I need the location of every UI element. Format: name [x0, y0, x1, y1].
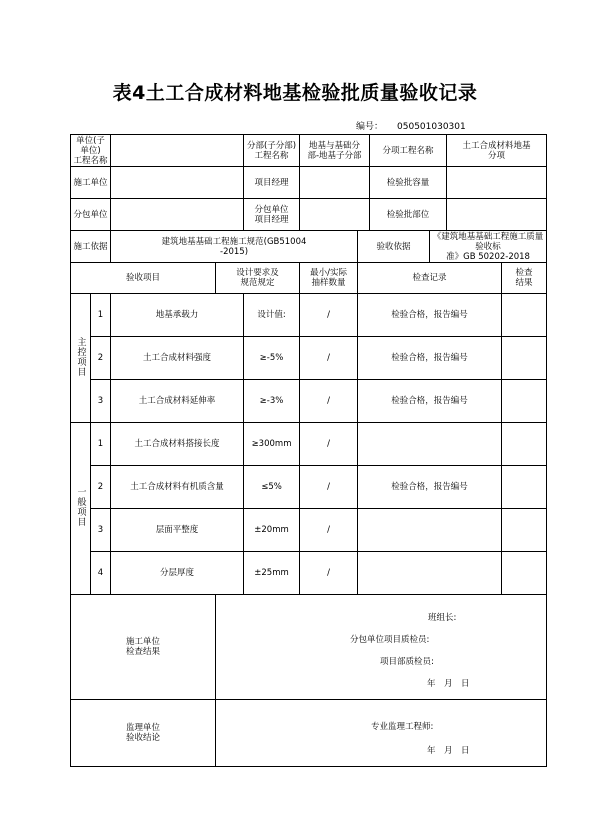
table-row: [71, 380, 547, 423]
row-design: 设计值:: [244, 294, 300, 337]
row-record[interactable]: 检验合格，报告编号: [358, 380, 502, 423]
table-row: [71, 423, 547, 466]
row-no: 4: [91, 552, 111, 595]
row-sample[interactable]: /: [300, 423, 358, 466]
construction-check-label: 施工单位 检查结果: [71, 595, 216, 700]
capacity-value[interactable]: [447, 167, 547, 199]
supervision-engineer-label: 专业监理工程师:: [371, 722, 434, 732]
row-no: 2: [91, 466, 111, 509]
table-row: [71, 337, 547, 380]
row-name: 土工合成材料强度: [111, 337, 244, 380]
item-name-value[interactable]: 土工合成材料地基 分项: [447, 135, 547, 167]
row-design: ±25mm: [244, 552, 300, 595]
row-record[interactable]: [358, 552, 502, 595]
row-design: ≥-3%: [244, 380, 300, 423]
capacity-label: 检验批容量: [370, 167, 447, 199]
header-row-basis: [71, 231, 547, 263]
subcontractor-value[interactable]: [111, 199, 244, 231]
row-design: ≥-5%: [244, 337, 300, 380]
table-row: [71, 466, 547, 509]
location-label: 检验批部位: [370, 199, 447, 231]
construction-check-row: [71, 595, 547, 700]
team-leader-label: 班组长:: [428, 613, 457, 623]
table-row: [71, 552, 547, 595]
sub-inspector-label: 分包单位项目质检员:: [350, 635, 430, 645]
location-value[interactable]: [447, 199, 547, 231]
supervision-date: 年 月 日: [427, 746, 470, 756]
subunit-value[interactable]: 地基与基础分 部-地基子分部: [300, 135, 370, 167]
basis-value: 建筑地基基础工程施工规范(GB51004 -2015): [111, 231, 358, 263]
unit-label: 单位(子单位) 工程名称: [71, 135, 111, 167]
table-row: [71, 509, 547, 552]
row-design: ≤5%: [244, 466, 300, 509]
row-result[interactable]: [502, 509, 547, 552]
row-record[interactable]: 检验合格，报告编号: [358, 294, 502, 337]
row-sample[interactable]: /: [300, 509, 358, 552]
basis-label: 施工依据: [71, 231, 111, 263]
pm-value[interactable]: [300, 167, 370, 199]
col-item: 验收项目: [71, 263, 216, 294]
row-result[interactable]: [502, 423, 547, 466]
row-name: 层面平整度: [111, 509, 244, 552]
row-sample[interactable]: /: [300, 552, 358, 595]
sub-pm-value[interactable]: [300, 199, 370, 231]
general-group-label: 一般项目: [71, 423, 91, 595]
row-record[interactable]: 检验合格，报告编号: [358, 337, 502, 380]
contractor-label: 施工单位: [71, 167, 111, 199]
row-result[interactable]: [502, 294, 547, 337]
row-name: 土工合成材料搭接长度: [111, 423, 244, 466]
supervision-label: 监理单位 验收结论: [71, 700, 216, 767]
header-row-unit: [71, 135, 547, 167]
header-row-contractor: [71, 167, 547, 199]
table-row: [71, 294, 547, 337]
row-record[interactable]: [358, 509, 502, 552]
item-name-label: 分项工程名称: [370, 135, 447, 167]
row-name: 土工合成材料有机质含量: [111, 466, 244, 509]
row-design: ±20mm: [244, 509, 300, 552]
row-name: 分层厚度: [111, 552, 244, 595]
column-header-row: [71, 263, 547, 294]
page-title: 表4土工合成材料地基检验批质量验收记录: [112, 82, 478, 104]
row-name: 土工合成材料延伸率: [111, 380, 244, 423]
subunit-label: 分部(子分部) 工程名称: [244, 135, 300, 167]
row-no: 3: [91, 509, 111, 552]
row-no: 3: [91, 380, 111, 423]
col-sample: 最小/实际 抽样数量: [300, 263, 358, 294]
row-result[interactable]: [502, 552, 547, 595]
row-no: 1: [91, 294, 111, 337]
row-sample[interactable]: /: [300, 337, 358, 380]
accept-basis-label: 验收依据: [358, 231, 430, 263]
serial-value: 050501030301: [397, 122, 466, 132]
row-no: 2: [91, 337, 111, 380]
row-result[interactable]: [502, 380, 547, 423]
row-no: 1: [91, 423, 111, 466]
header-row-subcontractor: [71, 199, 547, 231]
inspection-record-table: [70, 134, 547, 767]
sub-pm-label: 分包单位 项目经理: [244, 199, 300, 231]
serial-label: 编号：: [356, 122, 384, 132]
supervision-area[interactable]: [216, 700, 547, 767]
row-design: ≥300mm: [244, 423, 300, 466]
row-result[interactable]: [502, 466, 547, 509]
row-sample[interactable]: /: [300, 466, 358, 509]
pm-label: 项目经理: [244, 167, 300, 199]
col-result: 检查 结果: [502, 263, 547, 294]
row-record[interactable]: 检验合格，报告编号: [358, 466, 502, 509]
row-record[interactable]: [358, 423, 502, 466]
col-record: 检查记录: [358, 263, 502, 294]
row-result[interactable]: [502, 337, 547, 380]
row-sample[interactable]: /: [300, 294, 358, 337]
serial-number: [356, 119, 466, 132]
subcontractor-label: 分包单位: [71, 199, 111, 231]
construction-check-area[interactable]: [216, 595, 547, 700]
inspector-label: 项目部质检员:: [380, 657, 434, 667]
row-name: 地基承载力: [111, 294, 244, 337]
unit-value[interactable]: [111, 135, 244, 167]
row-sample[interactable]: /: [300, 380, 358, 423]
contractor-value[interactable]: [111, 167, 244, 199]
supervision-row: [71, 700, 547, 767]
col-design: 设计要求及 规范规定: [216, 263, 300, 294]
accept-basis-value: 《建筑地基基础工程施工质量验收标 准》GB 50202-2018: [430, 231, 547, 263]
main-group-label: 主控项目: [71, 294, 91, 423]
construction-date: 年 月 日: [427, 679, 470, 689]
